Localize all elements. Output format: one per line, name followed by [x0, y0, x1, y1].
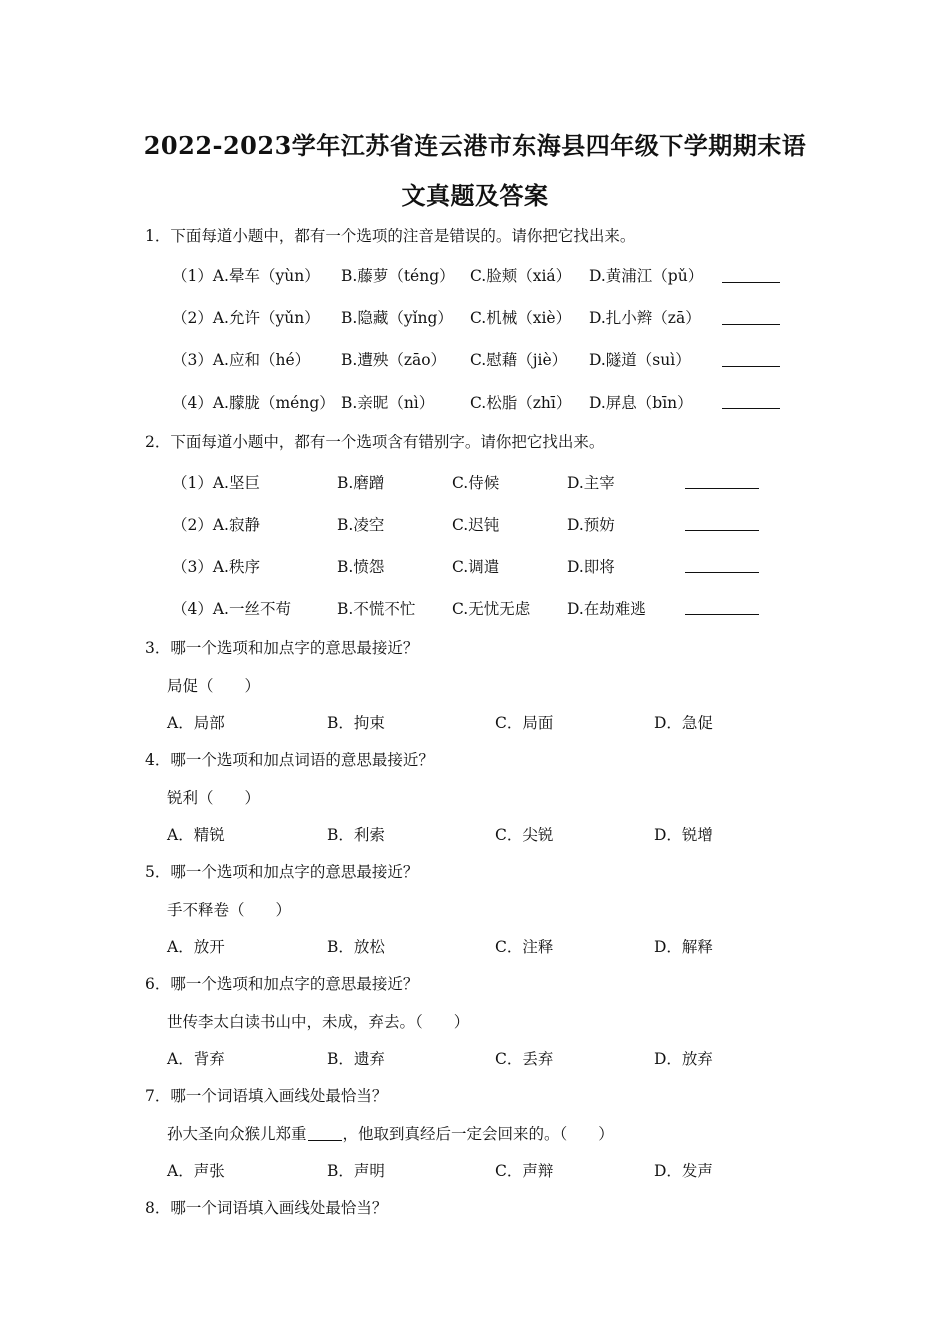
option: D.隧道（suì） — [589, 351, 691, 369]
option-a[interactable]: A．声张 — [167, 1162, 225, 1180]
option-b[interactable]: B．利索 — [327, 826, 385, 844]
option: B.亲昵（nì） — [341, 394, 435, 412]
option-d[interactable]: D．解释 — [654, 938, 713, 956]
question-8-stem: 8．哪一个词语填入画线处最恰当？ — [145, 1199, 388, 1217]
option: C.机械（xiè） — [470, 309, 572, 327]
option: D.扎小辫（zā） — [589, 309, 701, 327]
option: D.主宰 — [567, 474, 615, 492]
answer-blank[interactable] — [685, 530, 759, 531]
option-c[interactable]: C．局面 — [495, 714, 554, 732]
page-title-line1: 2022-2023学年江苏省连云港市东海县四年级下学期期末语 — [143, 131, 807, 160]
option: D.即将 — [567, 558, 615, 576]
option-d[interactable]: D．急促 — [654, 714, 713, 732]
question-7-stem: 7．哪一个词语填入画线处最恰当？ — [145, 1087, 388, 1105]
question-3-prompt: 局促（ ） — [167, 677, 261, 695]
option-a[interactable]: A．局部 — [167, 714, 225, 732]
option: B.藤萝（téng） — [341, 267, 455, 285]
option: C.迟钝 — [452, 516, 500, 534]
option: （2）A.寂静 — [172, 516, 260, 534]
question-6-prompt: 世传李太白读书山中，未成，弃去。（ ） — [167, 1013, 470, 1031]
answer-blank[interactable] — [722, 324, 780, 325]
option: （4）A.朦胧（méng） — [172, 394, 335, 412]
option-a[interactable]: A．精锐 — [167, 826, 225, 844]
option-a[interactable]: A．放开 — [167, 938, 225, 956]
option: B.愤怨 — [337, 558, 385, 576]
option: （3）A.秩序 — [172, 558, 260, 576]
answer-blank[interactable] — [685, 614, 759, 615]
page-title-line2: 文真题及答案 — [401, 181, 549, 210]
option-d[interactable]: D．发声 — [654, 1162, 713, 1180]
option: D.屏息（bīn） — [589, 394, 693, 412]
option-b[interactable]: B．遗弃 — [327, 1050, 385, 1068]
question-5-prompt: 手不释卷（ ） — [167, 901, 292, 919]
option-c[interactable]: C．声辩 — [495, 1162, 554, 1180]
question-7-prompt-end: ，他取到真经后一定会回来的。（ ） — [342, 1125, 614, 1143]
option: （1）A.坚巨 — [172, 474, 260, 492]
answer-blank[interactable] — [722, 408, 780, 409]
option: C.无忧无虑 — [452, 600, 531, 618]
option-b[interactable]: B．放松 — [327, 938, 385, 956]
fill-in-blank[interactable] — [308, 1140, 342, 1141]
option-a[interactable]: A．背弃 — [167, 1050, 225, 1068]
option-b[interactable]: B．拘束 — [327, 714, 385, 732]
question-3-stem: 3．哪一个选项和加点字的意思最接近？ — [145, 639, 419, 657]
option-c[interactable]: C．尖锐 — [495, 826, 554, 844]
question-7-prompt — [167, 1122, 614, 1144]
option: B.遭殃（zāo） — [341, 351, 447, 369]
option-c[interactable]: C．丢弃 — [495, 1050, 554, 1068]
option: C.脸颊（xiá） — [470, 267, 572, 285]
option-d[interactable]: D．锐增 — [654, 826, 713, 844]
option: （4）A.一丝不苟 — [172, 600, 291, 618]
option: （2）A.允许（yǔn） — [172, 309, 320, 327]
option: （1）A.晕车（yùn） — [172, 267, 320, 285]
answer-blank[interactable] — [722, 366, 780, 367]
question-5-stem: 5．哪一个选项和加点字的意思最接近？ — [145, 863, 419, 881]
option: D.黄浦江（pǔ） — [589, 267, 704, 285]
option: B.隐藏（yǐng） — [341, 309, 453, 327]
option-b[interactable]: B．声明 — [327, 1162, 385, 1180]
answer-blank[interactable] — [685, 572, 759, 573]
option: C.松脂（zhī） — [470, 394, 572, 412]
answer-blank[interactable] — [685, 488, 759, 489]
option-d[interactable]: D．放弃 — [654, 1050, 713, 1068]
option: C.慰藉（jiè） — [470, 351, 568, 369]
option: （3）A.应和（hé） — [172, 351, 311, 369]
question-6-stem: 6．哪一个选项和加点字的意思最接近？ — [145, 975, 419, 993]
option: B.不慌不忙 — [337, 600, 416, 618]
answer-blank[interactable] — [722, 282, 780, 283]
question-2-stem: 2．下面每道小题中，都有一个选项含有错别字。请你把它找出来。 — [145, 433, 605, 451]
option: B.磨蹭 — [337, 474, 385, 492]
question-4-prompt: 锐利（ ） — [167, 789, 261, 807]
option: D.在劫难逃 — [567, 600, 646, 618]
question-7-prompt-start: 孙大圣向众猴儿郑重 — [167, 1125, 307, 1143]
option: C.调遣 — [452, 558, 500, 576]
option: B.凌空 — [337, 516, 385, 534]
question-4-stem: 4．哪一个选项和加点词语的意思最接近？ — [145, 751, 434, 769]
option: D.预妨 — [567, 516, 615, 534]
option-c[interactable]: C．注释 — [495, 938, 554, 956]
question-1-stem: 1．下面每道小题中，都有一个选项的注音是错误的。请你把它找出来。 — [145, 227, 636, 245]
option: C.侍候 — [452, 474, 500, 492]
